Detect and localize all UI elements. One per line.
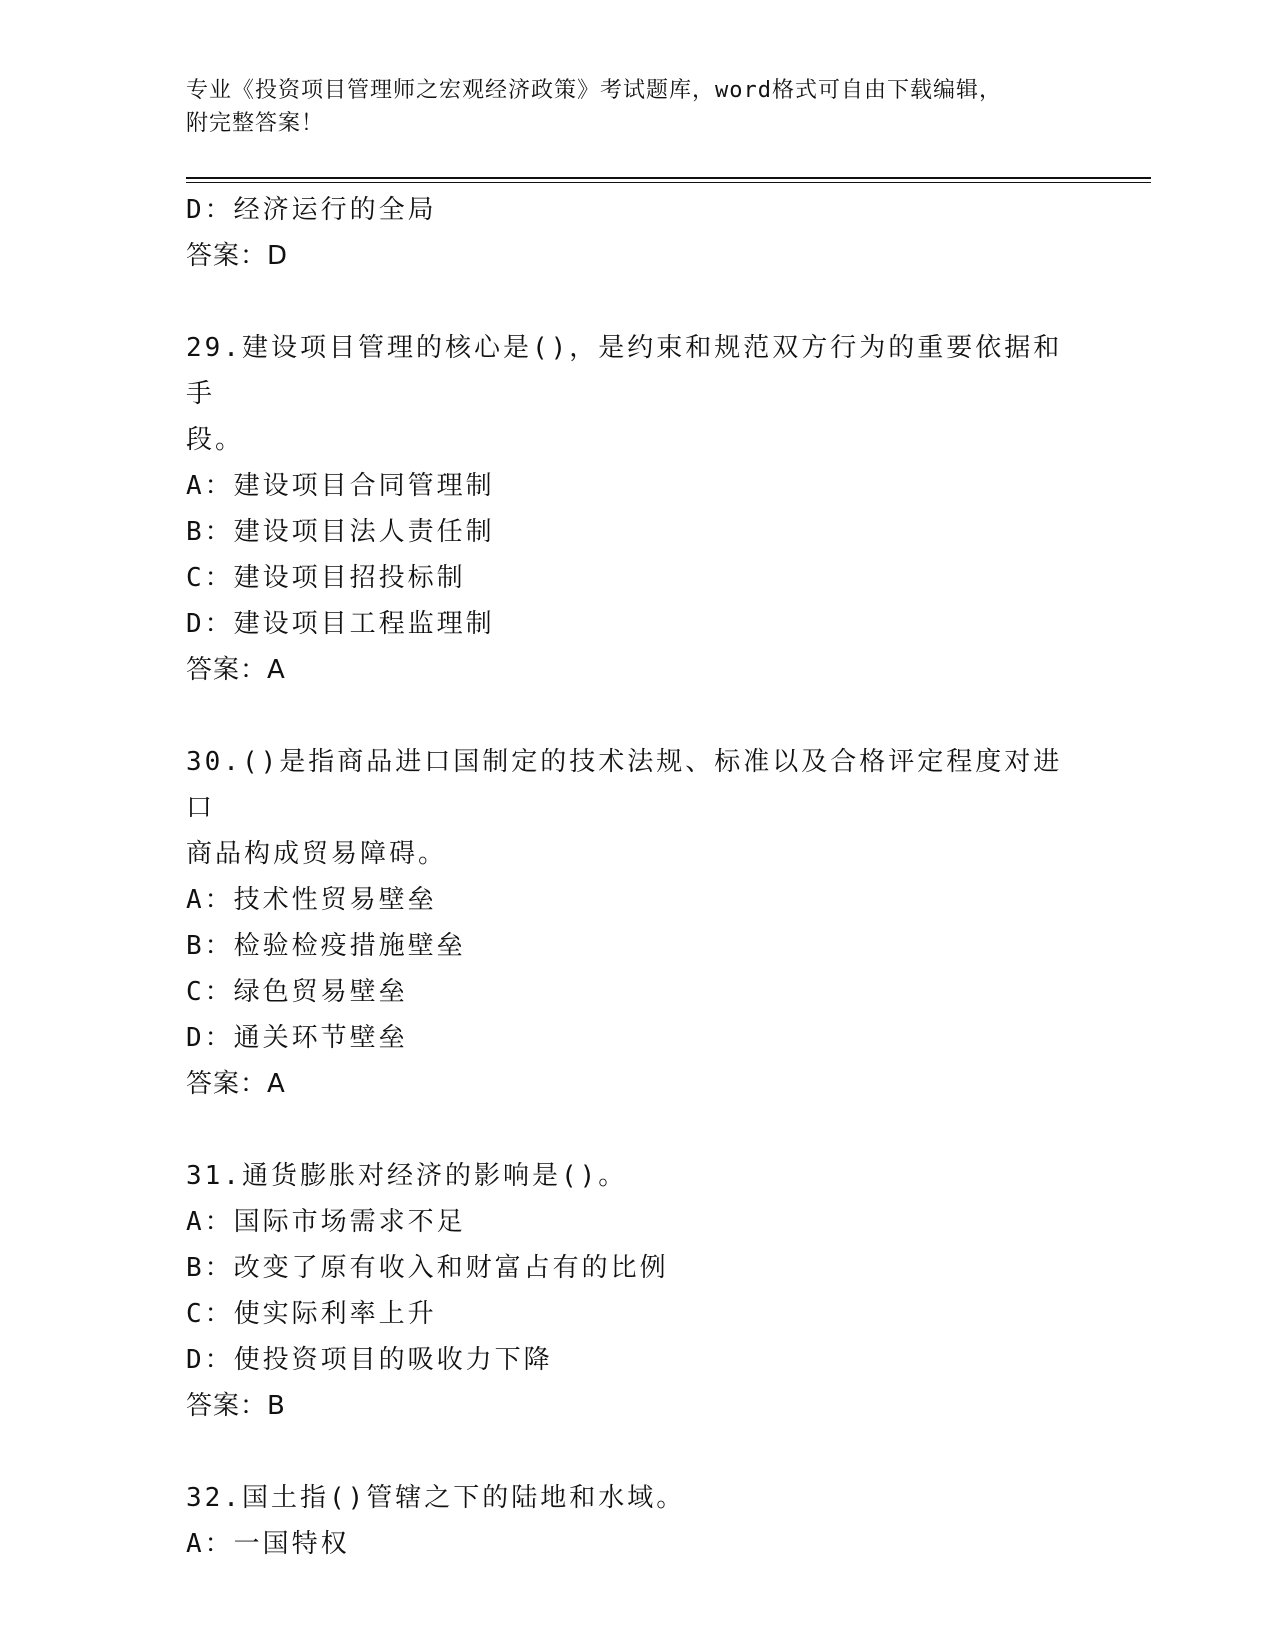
option-a: A：技术性贸易壁垒 xyxy=(186,885,437,915)
option-d: D：建设项目工程监理制 xyxy=(186,609,495,639)
question-30 xyxy=(186,739,1086,1107)
option-a: A：一国特权 xyxy=(186,1529,350,1559)
header-line-2: 附完整答案！ xyxy=(186,111,325,136)
header-divider-thick xyxy=(186,177,1151,179)
spacer xyxy=(186,279,1086,325)
question-stem: 30.()是指商品进口国制定的技术法规、标准以及合格评定程度对进口 xyxy=(186,747,1063,823)
question-stem-continued: 商品构成贸易障碍。 xyxy=(186,839,448,869)
question-32 xyxy=(186,1475,1086,1567)
document-header xyxy=(186,74,1086,140)
spacer xyxy=(186,1107,1086,1153)
question-list xyxy=(186,187,1086,1567)
spacer xyxy=(186,1429,1086,1475)
answer-line: 答案：B xyxy=(186,1391,286,1421)
answer-line: 答案：A xyxy=(186,655,286,685)
question-stem-continued: 段。 xyxy=(186,425,245,455)
option-b: B：建设项目法人责任制 xyxy=(186,517,495,547)
question-31 xyxy=(186,1153,1086,1429)
option-a: A：建设项目合同管理制 xyxy=(186,471,495,501)
option-c: C：绿色贸易壁垒 xyxy=(186,977,408,1007)
option-b: B：改变了原有收入和财富占有的比例 xyxy=(186,1253,669,1283)
option-a: A：国际市场需求不足 xyxy=(186,1207,466,1237)
previous-question-tail xyxy=(186,187,1086,279)
spacer xyxy=(186,693,1086,739)
option-d: D：使投资项目的吸收力下降 xyxy=(186,1345,553,1375)
option-c: C：使实际利率上升 xyxy=(186,1299,437,1329)
option-d: D：通关环节壁垒 xyxy=(186,1023,408,1053)
question-stem: 32.国土指()管辖之下的陆地和水域。 xyxy=(186,1483,686,1513)
answer-line: 答案：D xyxy=(186,241,289,271)
option-b: B：检验检疫措施壁垒 xyxy=(186,931,466,961)
answer-line: 答案：A xyxy=(186,1069,286,1099)
question-29 xyxy=(186,325,1086,693)
question-stem: 31.通货膨胀对经济的影响是()。 xyxy=(186,1161,628,1191)
option-c: C：建设项目招投标制 xyxy=(186,563,466,593)
header-line-1: 专业《投资项目管理师之宏观经济政策》考试题库，word格式可自由下载编辑， xyxy=(186,78,1002,103)
question-stem: 29.建设项目管理的核心是()，是约束和规范双方行为的重要依据和手 xyxy=(186,333,1063,409)
header-divider-thin xyxy=(186,182,1151,183)
option-d: D：经济运行的全局 xyxy=(186,195,437,225)
